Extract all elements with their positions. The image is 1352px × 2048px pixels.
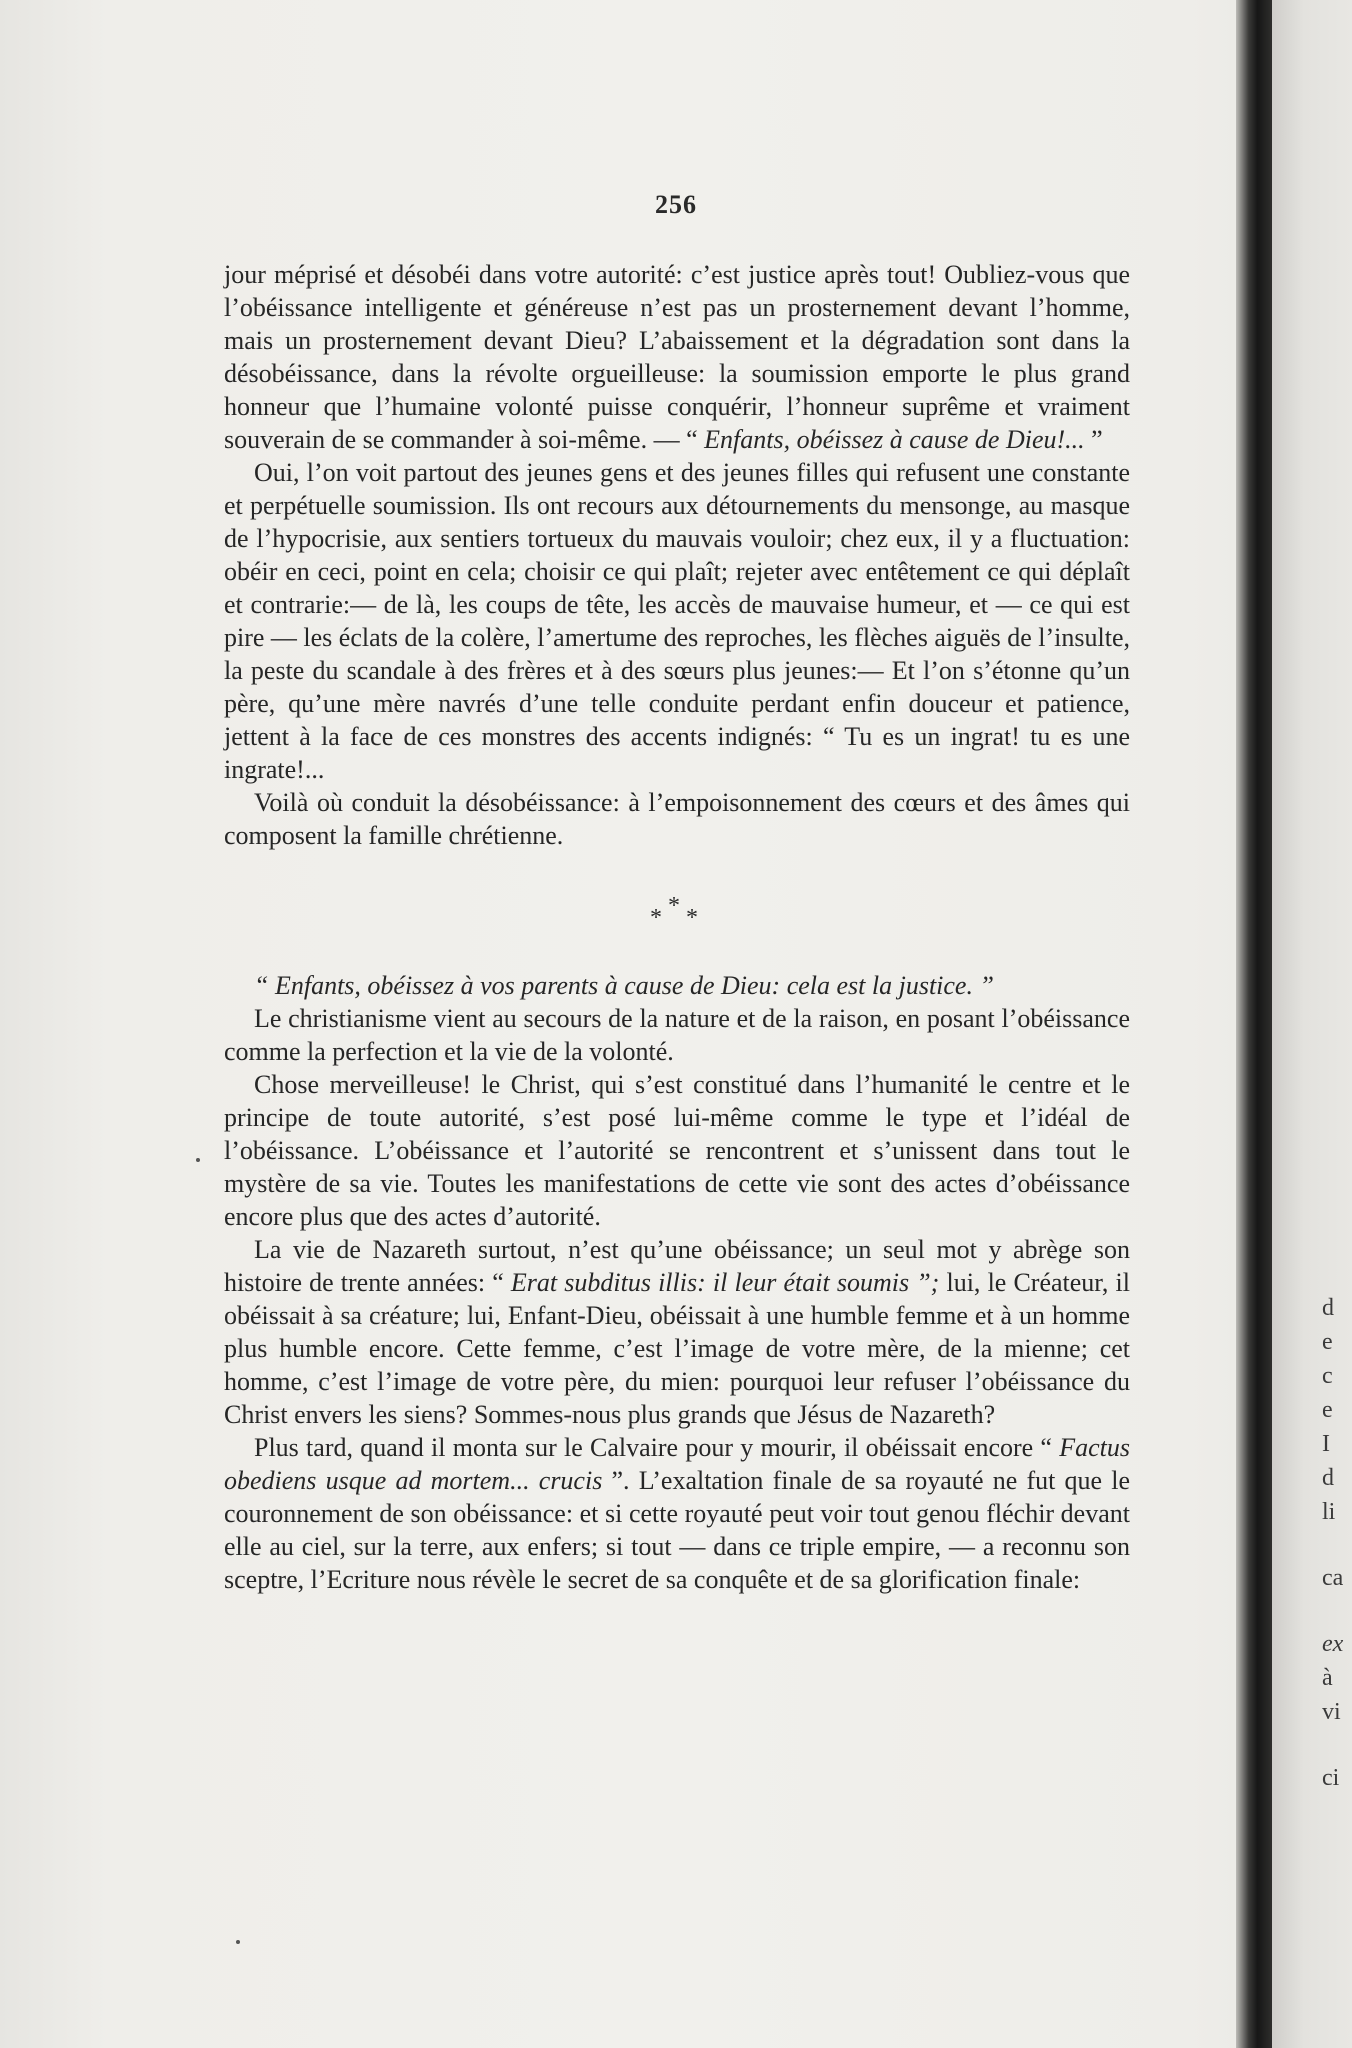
adjacent-page-edge [1272,0,1352,2048]
adjacent-page-text-fragment: c [1322,1363,1333,1389]
text-run: Chose merveilleuse! le Christ, qui s’est constitué dans l’humanité le centre et le principe de toute autorité, s’est posé lui-même comme le type et l’idéal de l’obéissance. L’obéissance et l’autorité se rencontrent et s’unissent dans tout le mystère de sa vie. Toutes les manifestations de cette vie sont des actes d’obéissance encore plus que des actes d’autorité. [224,1070,1130,1231]
paragraph-p2 [224,456,1130,786]
adjacent-page-text-fragment: ca [1322,1565,1344,1591]
adjacent-page-text-fragment: vi [1322,1699,1341,1725]
italic-text-run: Enfants, obéissez à cause de Dieu!... [704,425,1092,454]
adjacent-page-text-fragment: e [1322,1329,1333,1355]
text-section-2 [224,1002,1130,1596]
adjacent-page-text-fragment: li [1322,1499,1336,1525]
adjacent-page-text-fragment: ci [1322,1765,1340,1791]
text-run: Oui, l’on voit partout des jeunes gens et des jeunes filles qui refusent une constante et perpétuelle soumission. Ils ont recours aux détournements du mensonge, au masque de l’hypocrisie, aux sentiers tortueux du mauvais vouloir; chez eux, il y a fluctuation: obéir en ceci, point en cela; choisir ce qui plaît; rejeter avec entêtement ce qui déplaît et contrarie:— de là, les coups de tête, les accès de mauvaise humeur, et — ce qui est pire — les éclats de la colère, l’amertume des reproches, les flèches aiguës de l’insulte, la peste du scandale à des frères et à des sœurs plus jeunes:— Et l’on s’étonne qu’un père, qu’une mère navrés d’une telle conduite perdant enfin douceur et patience, jettent à la face de ces monstres des accents indignés: “ Tu es un ingrat! tu es une ingrate!... [224,458,1131,784]
section-separator [224,893,1130,935]
epigraph-quote: “ Enfants, obéissez à vos parents à cause de Dieu: cela est la justice. ” [254,971,994,1000]
text-run: La vie de Nazareth surtout, n’est qu’une obéissance; un seul mot y abrège son histoire de trente années: “ [224,1235,1130,1297]
separator-star-left: * [650,905,668,931]
adjacent-page-text-fragment: d [1322,1295,1334,1321]
adjacent-page-text-fragment: d [1322,1465,1334,1491]
page-number: 256 [655,190,697,219]
italic-text-run: Erat subditus illis: il leur était soumis ”; [510,1268,940,1297]
paragraph-p7 [224,1431,1130,1596]
book-gutter [1236,0,1272,2048]
text-run: Plus tard, quand il monta sur le Calvaire pour y mourir, il obéissait encore “ [254,1433,1060,1462]
separator-star-top: * [668,893,686,919]
paragraph-p4 [224,1002,1130,1068]
adjacent-page-text-fragment: ex [1322,1631,1344,1657]
italic-text-run: Factus obediens usque ad mortem... crucis [224,1433,1130,1495]
text-run: Voilà où conduit la désobéissance: à l’empoisonnement des cœurs et des âmes qui composent la famille chrétienne. [224,788,1130,850]
text-run: lui, le Créateur, il obéissait à sa créature; lui, Enfant-Dieu, obéissait à une humble femme et à un homme plus humble encore. Cette femme, c’est l’image de votre mère, de la mienne; cet homme, c’est l’image de votre père, du mien: pourquoi leur refuser l’obéissance du Christ envers les siens? Sommes-nous plus grands que Jésus de Nazareth? [224,1268,1131,1429]
paragraph-p5 [224,1068,1130,1233]
adjacent-page-text-fragment: I [1322,1431,1330,1457]
text-run: ” [1091,425,1103,454]
text-section-1 [224,258,1130,852]
paragraph-p6 [224,1233,1130,1431]
separator-star-right: * [686,905,704,931]
body-text [224,258,1130,1596]
paragraph-p3 [224,786,1130,852]
stray-ink-mark [196,1158,200,1162]
text-run: Le christianisme vient au secours de la nature et de la raison, en posant l’obéissance comme la perfection et la vie de la volonté. [224,1004,1130,1066]
stray-ink-mark [236,1940,240,1944]
text-run: jour méprisé et désobéi dans votre autorité: c’est justice après tout! Oubliez-vous que l’obéissance intelligente et généreuse n’est pas un prosternement devant l’homme, mais un prosternement devant Dieu? L’abaissement et la dégradation sont dans la désobéissance, dans la révolte orgueilleuse: la soumission emporte le plus grand honneur que l’humaine volonté puisse conquérir, l’honneur suprême et vraiment souverain de se commander à soi-même. — “ [224,260,1130,454]
adjacent-page-text-fragment: à [1322,1665,1333,1691]
adjacent-page-text-fragment: e [1322,1397,1333,1423]
text-run: ”. L’exaltation finale de sa royauté ne fut que le couronnement de son obéissance: et si cette royauté peut voir tout genou fléchir devant elle au ciel, sur la terre, aux enfers; si tout — dans ce triple empire, — a reconnu son sceptre, l’Ecriture nous révèle le secret de sa conquête et de sa glorification finale: [224,1466,1131,1594]
paragraph-p1 [224,258,1130,456]
